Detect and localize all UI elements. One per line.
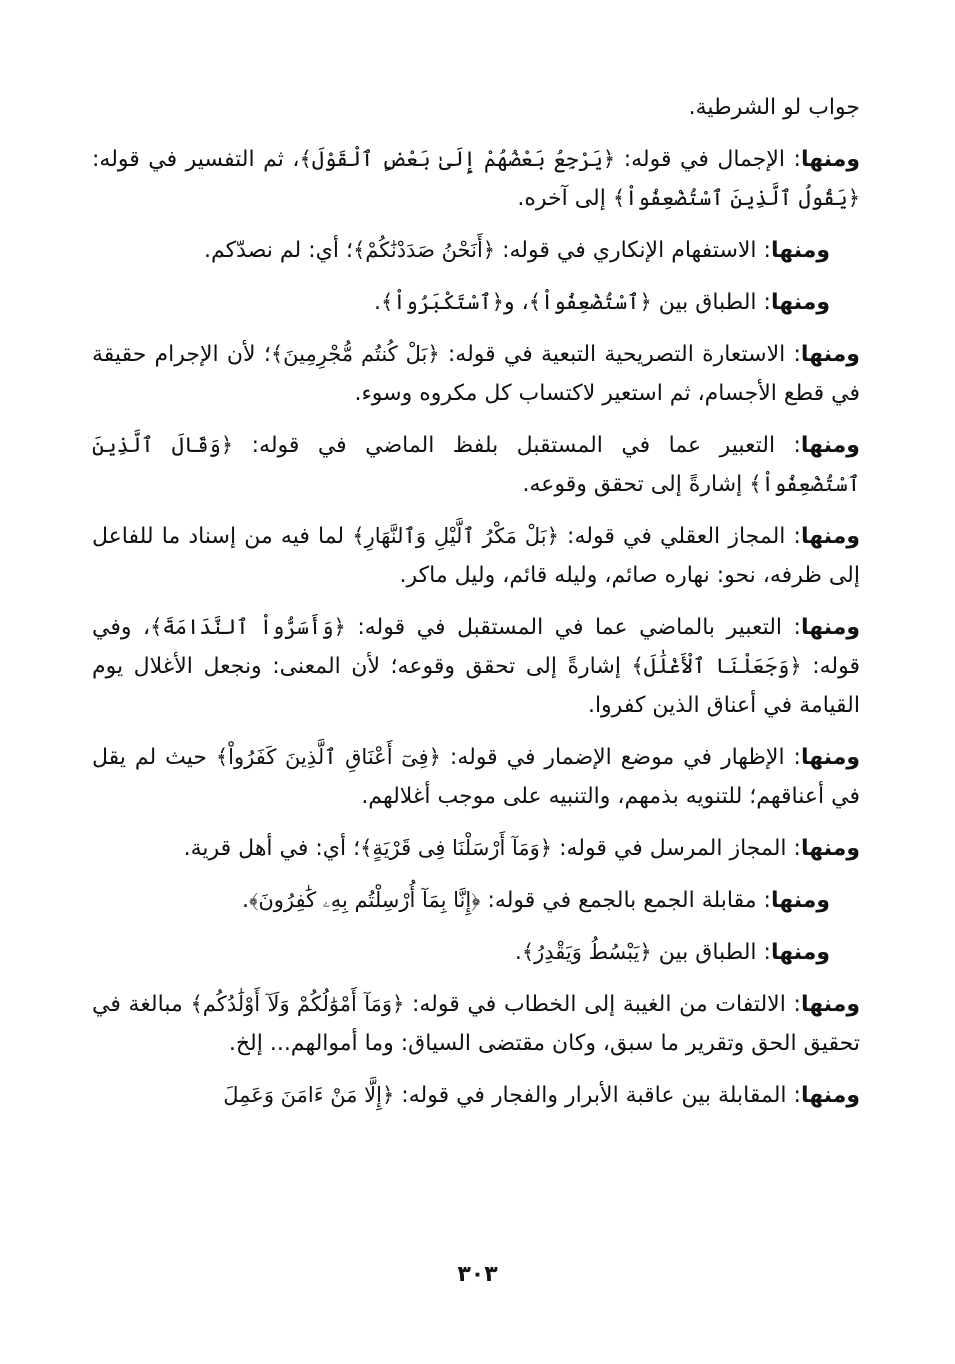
quran-quote: ﴿وَجَعَلْنَا ٱلْأَغْلَٰلَ﴾ (631, 654, 802, 678)
paragraph-text: ؛ لأن الإجرام حقيقة في قطع الأجسام، ثم استعير لاكتساب كل مكروه وسوء. (92, 342, 860, 406)
paragraph-text: ؛ أي: في أهل قرية. (183, 836, 361, 861)
paragraph-text: . (242, 888, 250, 913)
quran-quote: ﴿يَبْسُطُ وَيَقْدِرُ﴾ (521, 940, 652, 964)
paragraph (92, 88, 860, 127)
paragraph (92, 985, 860, 1063)
paragraph-text: حيث لم يقل في أعناقهم؛ للتنويه بذمهم، والتنبيه على موجب أغلالهم. (92, 745, 860, 809)
paragraph (92, 517, 860, 595)
paragraph-text: جواب لو الشرطية. (688, 95, 860, 120)
paragraph-lead: ومنها (800, 992, 860, 1017)
quran-quote: ﴿بَلْ كُنتُم مُّجْرِمِينَ﴾ (270, 342, 440, 366)
quran-quote: ﴿يَقُولُ ٱلَّذِينَ ٱسْتُضْعِفُواْ﴾ (612, 186, 860, 210)
paragraph (92, 608, 860, 725)
quran-quote: ﴿إِنَّا بِمَآ أُرْسِلْتُم بِهِۦ كَٰفِرُونَ﴾ (249, 888, 481, 912)
paragraph-lead: ومنها (770, 888, 830, 913)
paragraph (92, 829, 860, 868)
paragraph-lead: ومنها (800, 342, 860, 367)
paragraph-text: إشارةً إلى تحقق وقوعه. (522, 472, 750, 497)
paragraph-text: : مقابلة الجمع بالجمع في قوله: (480, 888, 771, 913)
paragraph-text: ؛ أي: لم نصدّكم. (204, 238, 353, 263)
paragraph-text: : الاستعارة التصريحية التبعية في قوله: (439, 342, 801, 367)
page-number: ٣٠٣ (457, 1262, 498, 1287)
quran-quote: ﴿وَأَسَرُّواْ ٱلنَّدَامَةَ﴾ (150, 615, 346, 639)
paragraph-lead: ومنها (800, 836, 860, 861)
paragraph-text: : الإظهار في موضع الإضمار في قوله: (440, 745, 801, 770)
paragraph-lead: ومنها (800, 1083, 860, 1108)
paragraph (92, 1076, 860, 1115)
paragraph-lead: ومنها (800, 745, 860, 770)
paragraph (92, 426, 860, 504)
paragraph-lead: ومنها (770, 238, 830, 263)
paragraph-lead: ومنها (800, 433, 860, 458)
quran-quote: ﴿إِلَّا مَنْ ءَامَنَ وَعَمِلَ (223, 1083, 395, 1107)
page-body (92, 88, 860, 1128)
quran-quote: ﴿ٱسْتُضْعِفُواْ﴾ (528, 290, 652, 314)
paragraph-text: إشارةً إلى تحقق وقوعه؛ لأن المعنى: ونجعل الأغلال يوم القيامة في أعناق الذين كفروا. (92, 654, 860, 718)
paragraph-lead: ومنها (800, 524, 861, 549)
quran-quote: ﴿بَلْ مَكْرُ ٱلَّيْلِ وَٱلنَّهَارِ﴾ (352, 524, 559, 548)
paragraph (92, 738, 860, 816)
paragraph-text: لما فيه من إسناد ما للفاعل إلى ظرفه، نحو: نهاره صائم، وليله قائم، وليل ماكر. (92, 524, 860, 588)
quran-quote: ﴿وَمَآ أَرْسَلْنَا فِى قَرْيَةٍ﴾ (360, 836, 553, 860)
paragraph-lead: ومنها (800, 615, 860, 640)
paragraph (92, 335, 860, 413)
paragraph-text: . (373, 290, 381, 315)
paragraph-text: : الالتفات من الغيبة إلى الخطاب في قوله: (404, 992, 801, 1017)
paragraph-text: : المجاز العقلي في قوله: (558, 524, 801, 549)
paragraph-text: : المقابلة بين عاقبة الأبرار والفجار في قوله: (394, 1083, 801, 1108)
paragraph-text: : التعبير بالماضي عما في المستقبل في قوله: (345, 615, 801, 640)
quran-quote: ﴿أَنَحْنُ صَدَدْنَٰكُمْ﴾ (352, 238, 496, 262)
quran-quote: ﴿ٱسْتَكْبَرُواْ﴾ (380, 290, 504, 314)
paragraph-text: . (514, 940, 522, 965)
paragraph-text: مبالغة في تحقيق الحق وتقرير ما سبق، وكان مقتضى السياق: وما أموالهم... إلخ. (92, 992, 860, 1056)
paragraph (92, 140, 860, 218)
paragraph-text: ، و (503, 290, 529, 315)
paragraph-text: : الاستفهام الإنكاري في قوله: (495, 238, 771, 263)
quran-quote: ﴿وَمَآ أَمْوَٰلُكُمْ وَلَآ أَوْلَٰدُكُم﴾ (190, 992, 405, 1016)
paragraph-text: : المجاز المرسل في قوله: (552, 836, 801, 861)
paragraph-text: ، وفي قوله: (92, 615, 860, 679)
paragraph-text: : الطباق بين (651, 940, 771, 965)
paragraph (92, 231, 860, 270)
paragraph-text: : التعبير عما في المستقبل بلفظ الماضي في قوله: (233, 433, 801, 458)
paragraph-text: : الإجمال في قوله: (615, 147, 801, 172)
quran-quote: ﴿وَقَالَ ٱلَّذِينَ ٱسْتُضْعِفُواْ﴾ (92, 433, 860, 496)
quran-quote: ﴿فِىٓ أَعْنَاقِ ٱلَّذِينَ كَفَرُواْ﴾ (215, 745, 441, 769)
paragraph (92, 933, 860, 972)
paragraph (92, 881, 860, 920)
paragraph-lead: ومنها (770, 290, 830, 315)
paragraph-lead: ومنها (800, 147, 860, 172)
paragraph-lead: ومنها (770, 940, 830, 965)
quran-quote: ﴿يَرْجِعُ بَعْضُهُمْ إِلَىٰ بَعْضٍ ٱلْقَوْلَ﴾ (299, 147, 616, 171)
paragraph (92, 283, 860, 322)
paragraph-text: : الطباق بين (651, 290, 771, 315)
paragraph-text: ، ثم التفسير في قوله: (92, 147, 300, 172)
paragraph-text: إلى آخره. (517, 186, 613, 211)
